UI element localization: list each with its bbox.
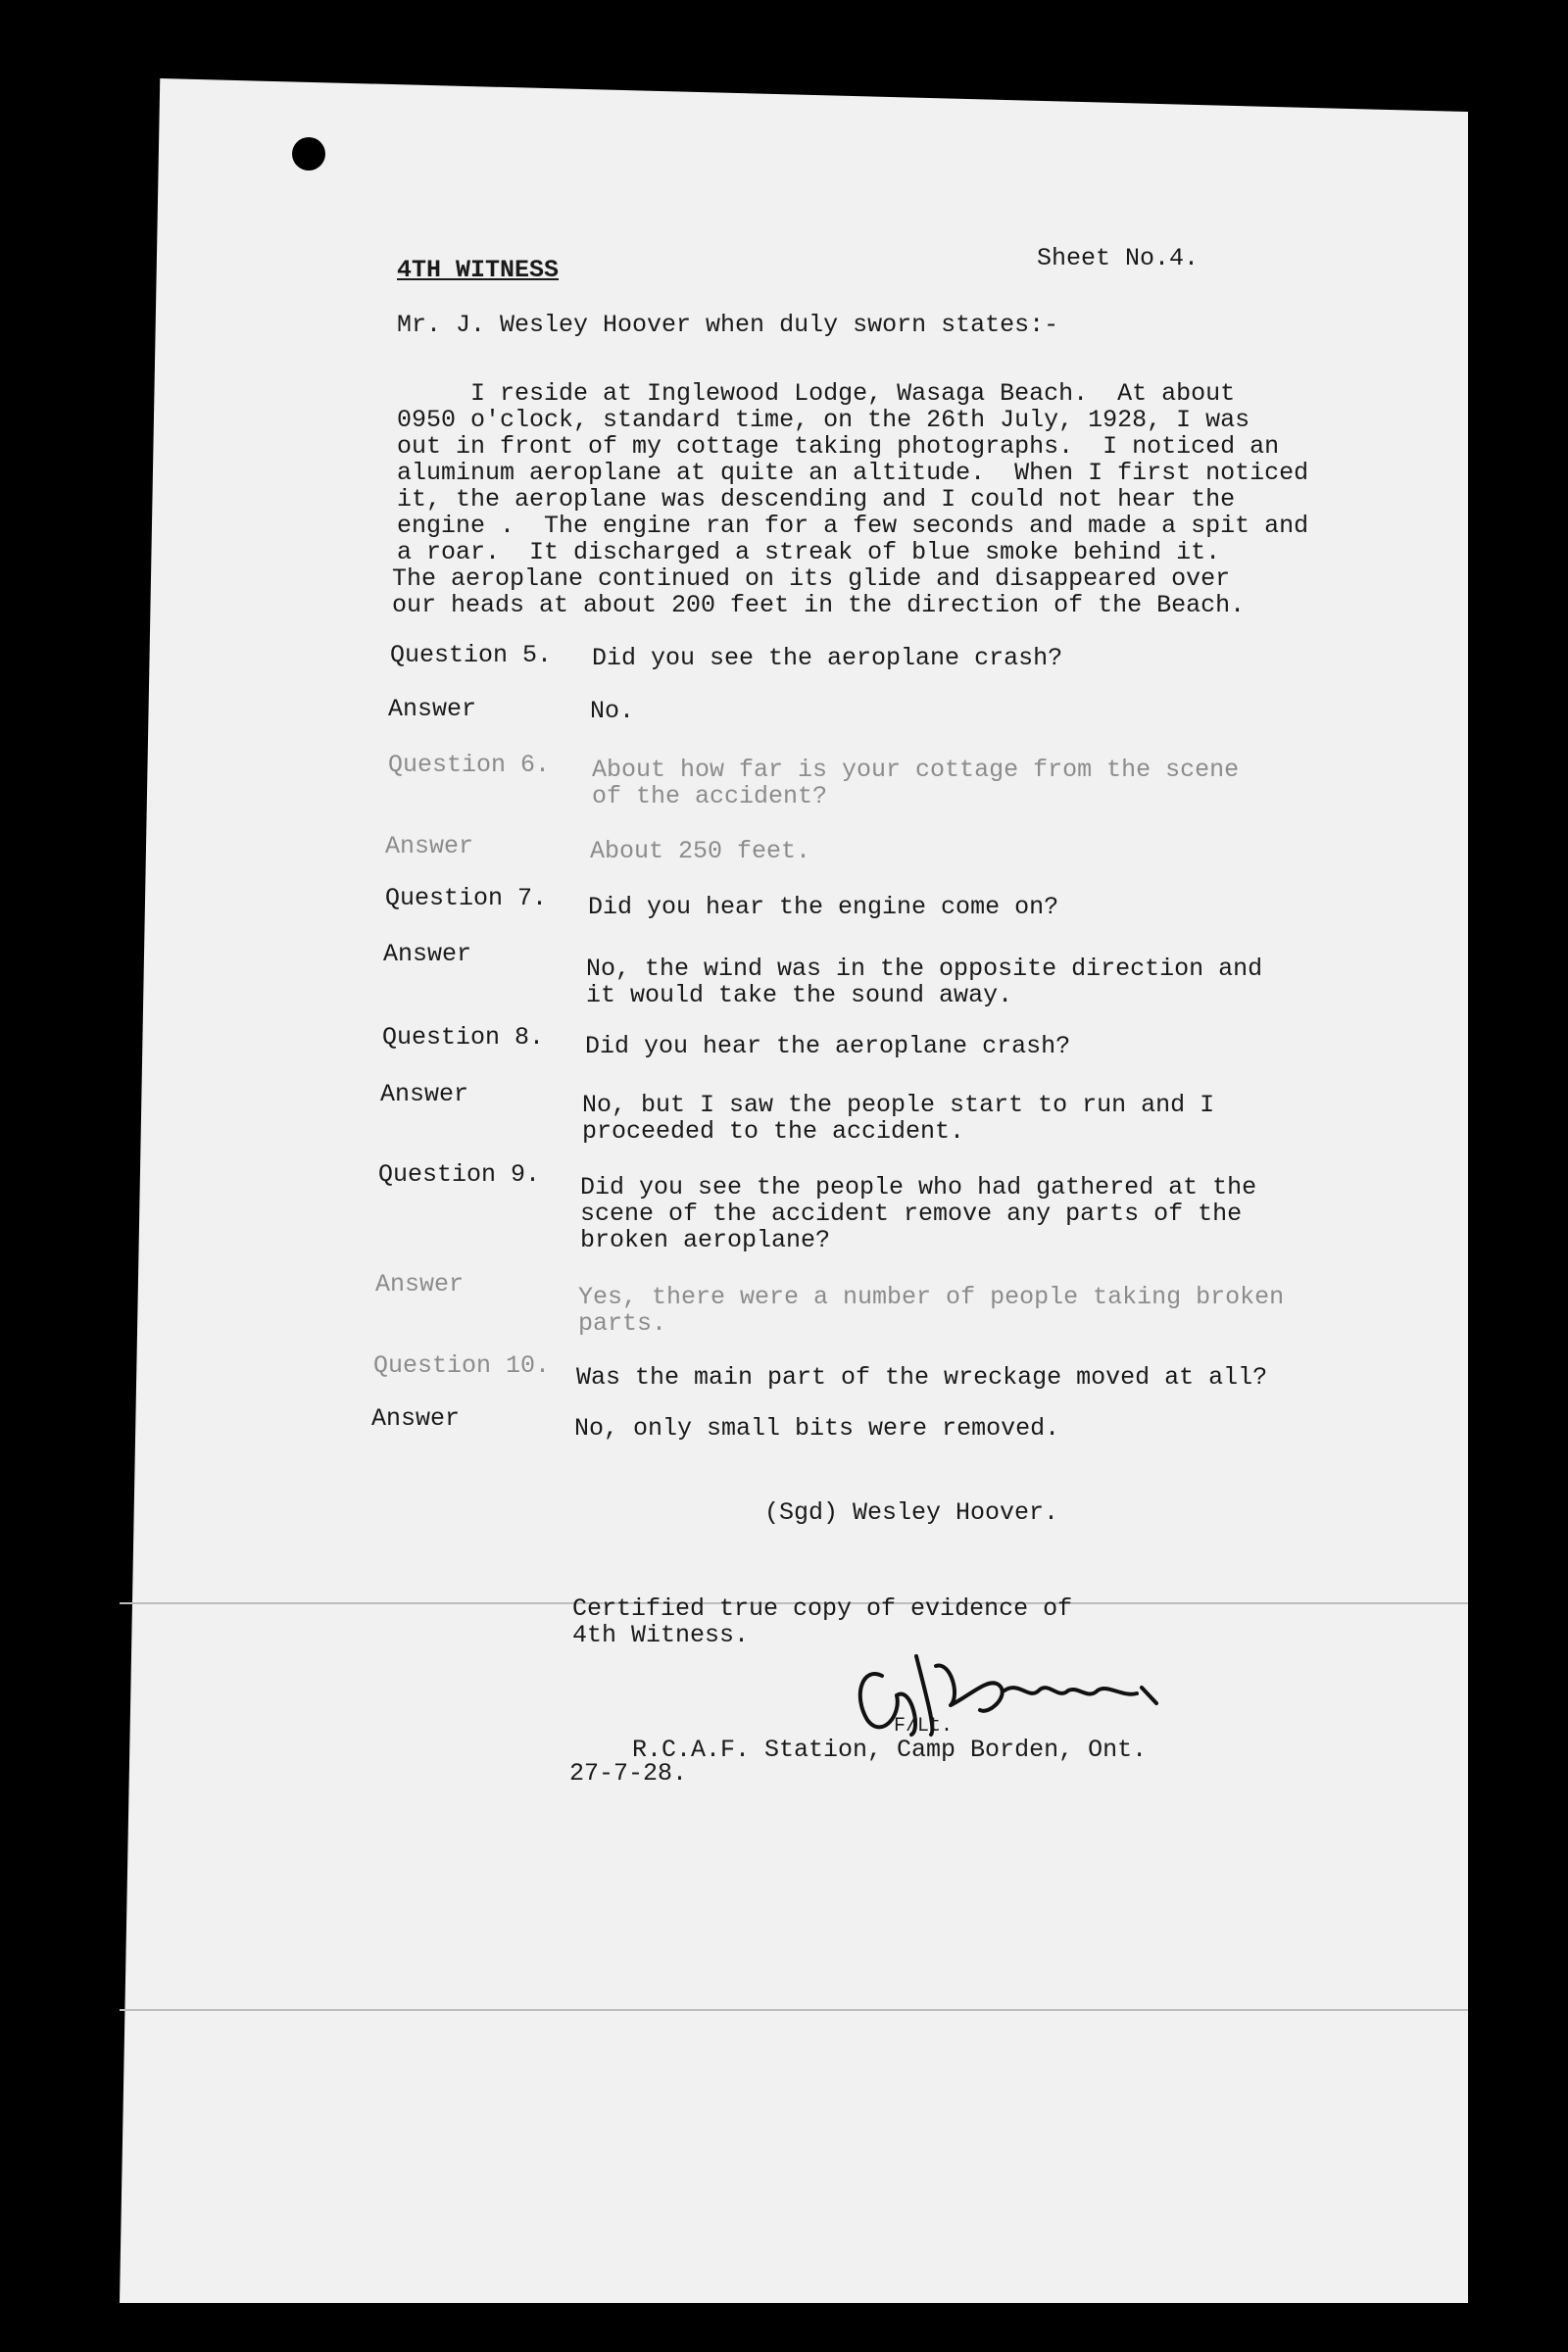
- question-label: Question 5.: [390, 641, 553, 669]
- statement-line: 0950 o'clock, standard time, on the 26th July, 1928, I was: [397, 406, 1250, 434]
- statement-line: I reside at Inglewood Lodge, Wasaga Beach. At about: [397, 379, 1236, 408]
- certified-line: 4th Witness.: [572, 1621, 750, 1649]
- question-label: Question 7.: [385, 884, 548, 912]
- question-text: broken aeroplane?: [580, 1226, 831, 1254]
- certified-line: Certified true copy of evidence of: [572, 1594, 1073, 1623]
- date-line: 27-7-28.: [569, 1759, 688, 1788]
- answer-text: No.: [590, 697, 635, 725]
- answer-label: Answer: [375, 1270, 465, 1298]
- question-label: Question 10.: [373, 1351, 551, 1380]
- answer-text: No, only small bits were removed.: [574, 1414, 1060, 1443]
- fold-line: [120, 2009, 1468, 2011]
- station-line: R.C.A.F. Station, Camp Borden, Ont.: [632, 1736, 1148, 1764]
- question-text: About how far is your cottage from the scene: [592, 756, 1240, 784]
- statement-line: a roar. It discharged a streak of blue smoke behind it.: [397, 538, 1221, 566]
- rank-label: F/Lt.: [894, 1715, 954, 1738]
- answer-label: Answer: [388, 695, 477, 723]
- question-label: Question 8.: [382, 1023, 545, 1052]
- answer-text: Yes, there were a number of people taking broken: [578, 1283, 1285, 1311]
- question-text: Was the main part of the wreckage moved at all?: [576, 1363, 1268, 1392]
- answer-text: it would take the sound away.: [586, 981, 1013, 1009]
- answer-text: proceeded to the accident.: [582, 1117, 965, 1146]
- question-text: Did you hear the engine come on?: [588, 893, 1059, 921]
- punch-hole: [292, 137, 325, 171]
- question-text: scene of the accident remove any parts of the: [580, 1200, 1243, 1228]
- statement-line: our heads at about 200 feet in the direction of the Beach.: [392, 591, 1246, 619]
- question-text: of the accident?: [592, 782, 828, 810]
- statement-line: it, the aeroplane was descending and I could not hear the: [397, 485, 1236, 514]
- answer-label: Answer: [385, 832, 474, 860]
- question-text: Did you see the people who had gathered at the: [580, 1173, 1257, 1201]
- answer-label: Answer: [371, 1404, 461, 1433]
- answer-label: Answer: [380, 1080, 469, 1108]
- question-text: Did you see the aeroplane crash?: [592, 644, 1063, 672]
- answer-text: parts.: [578, 1309, 667, 1338]
- statement-line: The aeroplane continued on its glide and disappeared over: [392, 564, 1231, 593]
- statement-line: out in front of my cottage taking photographs. I noticed an: [397, 432, 1280, 461]
- statement-line: aluminum aeroplane at quite an altitude. When I first noticed: [397, 459, 1309, 487]
- answer-label: Answer: [383, 940, 472, 968]
- answer-text: No, but I saw the people start to run and I: [582, 1091, 1215, 1119]
- intro-line: Mr. J. Wesley Hoover when duly sworn states:-: [397, 311, 1059, 339]
- answer-text: About 250 feet.: [590, 837, 811, 865]
- question-text: Did you hear the aeroplane crash?: [585, 1032, 1071, 1060]
- answer-text: No, the wind was in the opposite direction and: [586, 955, 1263, 983]
- statement-line: engine . The engine ran for a few seconds and made a spit and: [397, 512, 1309, 540]
- question-label: Question 6.: [388, 751, 551, 779]
- signed-line: (Sgd) Wesley Hoover.: [764, 1498, 1059, 1527]
- sheet-number: Sheet No.4.: [1037, 244, 1200, 272]
- witness-heading: 4TH WITNESS: [397, 256, 560, 284]
- question-label: Question 9.: [378, 1160, 541, 1189]
